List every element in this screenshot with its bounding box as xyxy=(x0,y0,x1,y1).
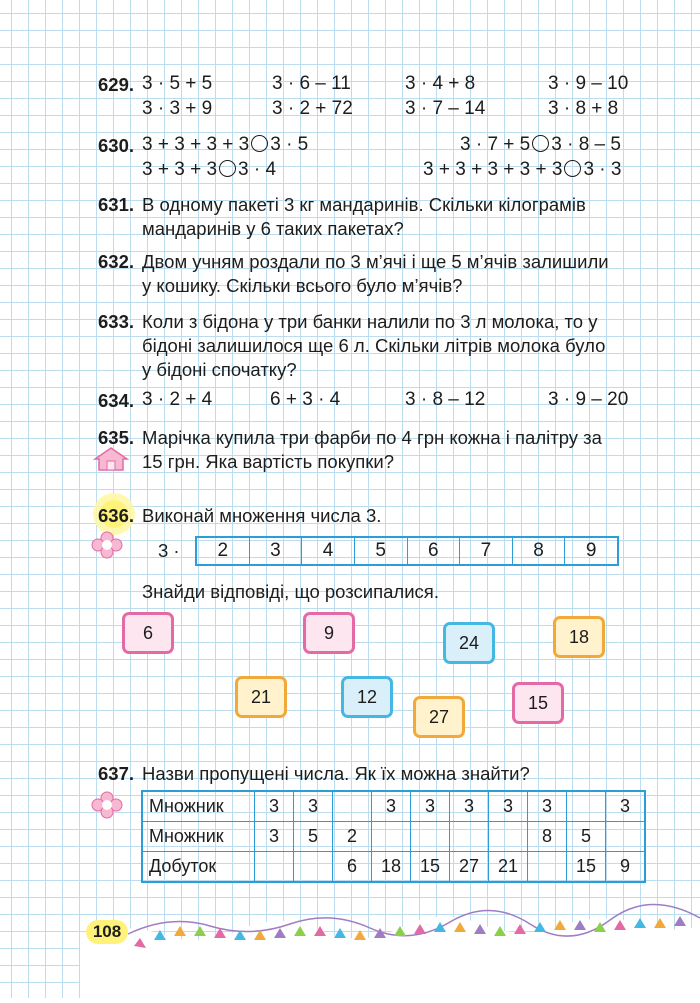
problem-line: 15 грн. Яка вартість покупки? xyxy=(142,451,395,472)
task-text: Виконай множення числа 3. xyxy=(142,505,382,526)
exercise-number-631: 631. xyxy=(98,194,135,215)
factor-cell: 7 xyxy=(459,538,512,564)
table-cell: 8 xyxy=(528,822,567,852)
comparison-circle[interactable] xyxy=(564,160,581,177)
problem-line: у бідоні спочатку? xyxy=(142,359,297,380)
find-instruction: Знайди відповіді, що розсипалися. xyxy=(142,581,439,602)
expression: 3 · 4 + 8 xyxy=(405,73,476,94)
comparison-right: 3 · 8 – 5 xyxy=(551,134,621,155)
problem-line: Марічка купила три фарби по 4 грн кожна і палітру за xyxy=(142,427,602,448)
comparison-left: 3 + 3 + 3 + 3 + 3 xyxy=(423,159,563,180)
table-cell[interactable] xyxy=(333,791,372,822)
word-problem xyxy=(142,426,602,474)
factor-cell: 9 xyxy=(564,538,617,564)
expression: 3 · 2 + 72 xyxy=(272,98,353,119)
comparison-right: 3 · 3 xyxy=(583,159,622,180)
word-problem xyxy=(142,250,609,298)
expression: 3 · 8 – 12 xyxy=(405,389,486,410)
table-cell: 15 xyxy=(411,852,450,883)
expression: 3 · 5 + 5 xyxy=(142,73,213,94)
word-problem xyxy=(142,193,586,241)
comparison-circle[interactable] xyxy=(532,135,549,152)
expression: 3 · 6 – 11 xyxy=(272,73,351,94)
multiplier-prefix: 3 · xyxy=(158,540,180,561)
table-cell: 3 xyxy=(411,791,450,822)
exercise-number-629: 629. xyxy=(98,74,135,95)
table-cell: 15 xyxy=(567,852,606,883)
row-label: Множник xyxy=(142,822,255,852)
table-cell: 3 xyxy=(528,791,567,822)
expression: 6 + 3 · 4 xyxy=(270,389,341,410)
factor-cell: 4 xyxy=(301,538,354,564)
table-cell[interactable] xyxy=(567,791,606,822)
expression: 3 · 3 + 9 xyxy=(142,98,213,119)
table-row xyxy=(142,852,645,883)
answer-card[interactable]: 9 xyxy=(303,612,355,654)
exercise-number-637: 637. xyxy=(98,763,135,784)
table-cell[interactable] xyxy=(606,822,646,852)
factor-cell: 2 xyxy=(217,540,229,561)
exercise-number-632: 632. xyxy=(98,251,135,272)
factor-cell: 8 xyxy=(512,538,565,564)
table-cell: 2 xyxy=(333,822,372,852)
answer-card[interactable]: 27 xyxy=(413,696,465,738)
factor-cell: 6 xyxy=(407,538,460,564)
table-cell: 18 xyxy=(372,852,411,883)
expression: 3 · 8 + 8 xyxy=(548,98,619,119)
bottom-decoration xyxy=(80,900,700,998)
problem-line: бідоні залишилося ще 6 л. Скільки літрів молока було xyxy=(142,335,606,356)
comparison-left: 3 · 7 + 5 xyxy=(460,134,531,155)
factor-cell: 5 xyxy=(354,538,407,564)
comparison-right: 3 · 4 xyxy=(238,159,277,180)
row-label: Добуток xyxy=(142,852,255,883)
expression: 3 · 9 – 10 xyxy=(548,73,629,94)
comparison xyxy=(423,159,621,181)
table-cell: 3 xyxy=(255,822,294,852)
exercise-number-633: 633. xyxy=(98,311,135,332)
answer-card[interactable]: 18 xyxy=(553,616,605,658)
comparison-circle[interactable] xyxy=(219,160,236,177)
answer-card[interactable]: 21 xyxy=(235,676,287,718)
table-cell: 5 xyxy=(567,822,606,852)
comparison xyxy=(142,159,276,181)
table-cell[interactable] xyxy=(372,822,411,852)
table-row xyxy=(142,822,645,852)
table-cell[interactable] xyxy=(294,852,333,883)
expression: 3 · 9 – 20 xyxy=(548,389,629,410)
comparison-left: 3 + 3 + 3 + 3 xyxy=(142,134,250,155)
exercise-number-634: 634. xyxy=(98,390,135,411)
multiplication-table xyxy=(141,790,646,883)
table-row xyxy=(142,791,645,822)
word-problem xyxy=(142,310,605,382)
problem-line: Двом учням роздали по 3 м’ячі і ще 5 м’ячів залишили xyxy=(142,251,609,272)
task-text: Назви пропущені числа. Як їх можна знайти? xyxy=(142,763,530,784)
table-cell: 21 xyxy=(489,852,528,883)
comparison-circle[interactable] xyxy=(251,135,268,152)
answer-card[interactable]: 6 xyxy=(122,612,174,654)
table-cell: 3 xyxy=(255,791,294,822)
table-cell: 5 xyxy=(294,822,333,852)
exercise-number-636: 636. xyxy=(98,505,135,526)
flower-icon xyxy=(90,530,124,565)
table-cell[interactable] xyxy=(450,822,489,852)
answer-card[interactable]: 15 xyxy=(512,682,564,724)
comparison xyxy=(460,134,621,156)
problem-line: мандаринів у 6 таких пакетах? xyxy=(142,218,404,239)
problem-line: Коли з бідона у три банки налили по 3 л молока, то у xyxy=(142,311,598,332)
table-cell[interactable] xyxy=(528,852,567,883)
exercise-number-635: 635. xyxy=(98,427,135,448)
table-cell: 6 xyxy=(333,852,372,883)
expression: 3 · 2 + 4 xyxy=(142,389,213,410)
expression: 3 · 7 – 14 xyxy=(405,98,486,119)
table-cell: 9 xyxy=(606,852,646,883)
home-task-icon xyxy=(93,446,129,477)
exercise-number-630: 630. xyxy=(98,135,135,156)
comparison-right: 3 · 5 xyxy=(270,134,309,155)
table-cell: 3 xyxy=(372,791,411,822)
factor-cell: 3 xyxy=(249,538,302,564)
problem-line: у кошику. Скільки всього було м’ячів? xyxy=(142,275,463,296)
table-cell: 3 xyxy=(489,791,528,822)
flower-icon xyxy=(90,790,124,825)
answer-card[interactable]: 24 xyxy=(443,622,495,664)
table-cell[interactable] xyxy=(489,822,528,852)
table-cell[interactable] xyxy=(411,822,450,852)
comparison-left: 3 + 3 + 3 xyxy=(142,159,218,180)
table-cell: 27 xyxy=(450,852,489,883)
page-number: 108 xyxy=(86,920,128,944)
factor-strip xyxy=(195,536,619,566)
table-cell[interactable] xyxy=(255,852,294,883)
table-cell: 3 xyxy=(606,791,646,822)
comparison xyxy=(142,134,308,156)
row-label: Множник xyxy=(142,791,255,822)
table-cell: 3 xyxy=(294,791,333,822)
problem-line: В одному пакеті 3 кг мандаринів. Скільки кілограмів xyxy=(142,194,586,215)
answer-card[interactable]: 12 xyxy=(341,676,393,718)
table-cell: 3 xyxy=(450,791,489,822)
